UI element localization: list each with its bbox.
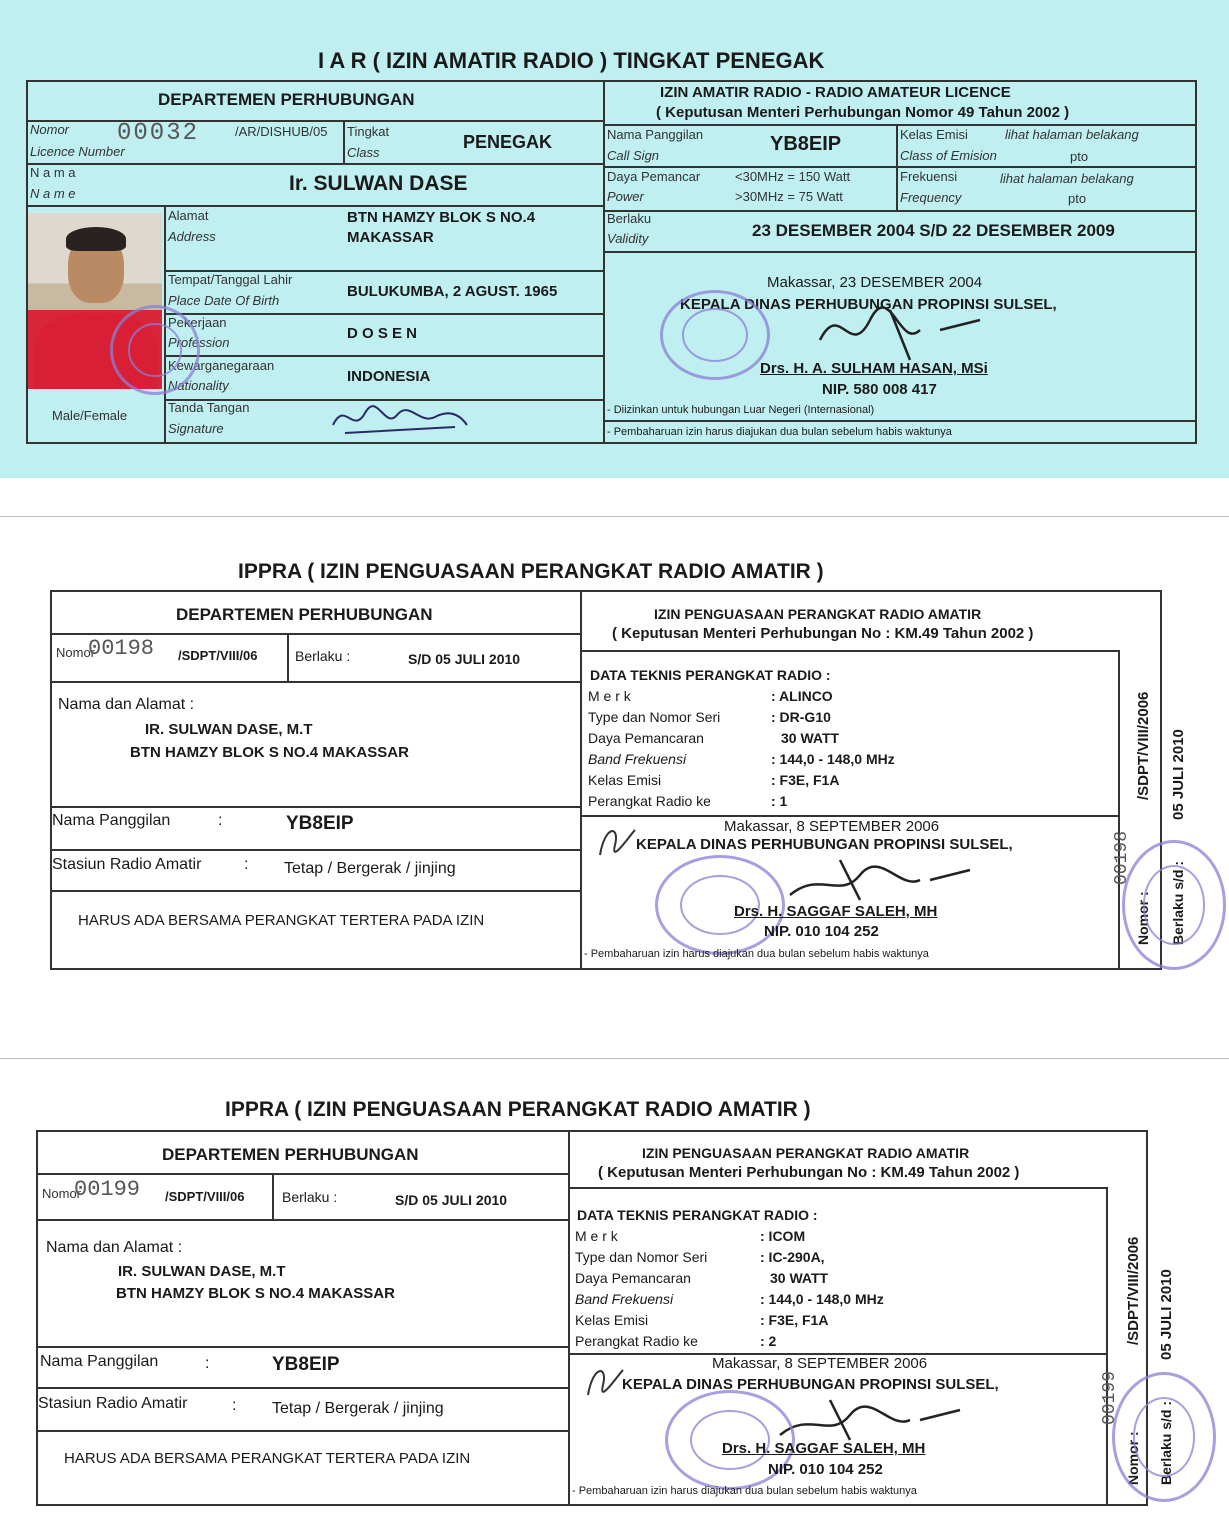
ippra2-nama-alamat-label: Nama dan Alamat : bbox=[46, 1239, 183, 1256]
ippra2-nama-value: IR. SULWAN DASE, M.T bbox=[118, 1263, 286, 1280]
ippra2-stasiun-colon: : bbox=[232, 1397, 237, 1414]
tingkat-label-en: Class bbox=[347, 145, 380, 160]
teknis-value: 30 WATT bbox=[770, 1270, 829, 1286]
alamat-line-1: BTN HAMZY BLOK S NO.4 bbox=[347, 209, 536, 226]
ttl-value: BULUKUMBA, 2 AGUST. 1965 bbox=[347, 283, 558, 300]
ippra1-call-sign-label: Nama Panggilan bbox=[52, 812, 171, 829]
iar-nip: NIP. 580 008 417 bbox=[822, 381, 937, 398]
teknis-label: M e r k bbox=[588, 688, 631, 704]
teknis-value: : ALINCO bbox=[771, 688, 833, 704]
ippra2-nomor-label: Nomor bbox=[42, 1186, 82, 1201]
alamat-line-2: MAKASSAR bbox=[347, 229, 434, 246]
ippra2-side-berlaku: 05 JULI 2010 bbox=[1158, 1269, 1175, 1360]
teknis-value: : 144,0 - 148,0 MHz bbox=[760, 1291, 884, 1307]
ippra1-side-berlaku-label: Berlaku s/d : bbox=[1170, 860, 1186, 945]
ippra2-side-nomor: /SDPT/VIII/2006 bbox=[1125, 1236, 1142, 1345]
ippra1-nomor-value: 00198 bbox=[88, 636, 155, 661]
tingkat-label: Tingkat bbox=[347, 124, 390, 139]
ippra2-right-subtitle: ( Keputusan Menteri Perhubungan No : KM.49 Tahun 2002 ) bbox=[598, 1164, 1020, 1181]
ippra2-side-number: 00199 bbox=[1100, 1370, 1120, 1425]
frekuensi-pto: pto bbox=[1068, 191, 1087, 206]
ippra1-nomor-suffix: /SDPT/VIII/06 bbox=[178, 648, 258, 663]
teknis-label: Daya Pemancaran bbox=[575, 1270, 691, 1286]
iar-stamp-right bbox=[660, 290, 770, 380]
daya-value-2: >30MHz = 75 Watt bbox=[735, 189, 843, 204]
ippra1-official-signature bbox=[780, 850, 980, 910]
call-sign-label-en: Call Sign bbox=[607, 148, 660, 163]
teknis-label: Band Frekuensi bbox=[588, 751, 687, 767]
ippra1-stasiun-label: Stasiun Radio Amatir bbox=[52, 856, 202, 873]
frekuensi-label-en: Frequency bbox=[900, 190, 962, 205]
ippra1-side-number: 00198 bbox=[1112, 830, 1132, 885]
ippra2-side-berlaku-label: Berlaku s/d : bbox=[1158, 1400, 1174, 1485]
berlaku-label-en: Validity bbox=[607, 231, 649, 246]
ippra1-nip: NIP. 010 104 252 bbox=[764, 923, 879, 940]
teknis-label: M e r k bbox=[575, 1228, 618, 1244]
teknis-value: : 2 bbox=[760, 1333, 777, 1349]
nomor-label-en: Licence Number bbox=[30, 144, 125, 159]
ippra2-teknis-labels bbox=[575, 1226, 707, 1352]
ippra2-nip: NIP. 010 104 252 bbox=[768, 1461, 883, 1478]
frekuensi-value: lihat halaman belakang bbox=[1000, 171, 1134, 186]
ippra2-alamat-value: BTN HAMZY BLOK S NO.4 MAKASSAR bbox=[116, 1285, 395, 1302]
pekerjaan-value: D O S E N bbox=[347, 325, 418, 342]
ippra1-berlaku-value: S/D 05 JULI 2010 bbox=[408, 651, 521, 667]
ippra1-official-name: Drs. H. SAGGAF SALEH, MH bbox=[734, 903, 938, 920]
pekerjaan-label: Pekerjaan bbox=[168, 315, 227, 330]
teknis-value: 30 WATT bbox=[781, 730, 840, 746]
kewarganegaraan-label-en: Nationality bbox=[168, 378, 229, 393]
nama-label: N a m a bbox=[30, 165, 76, 180]
alamat-label: Alamat bbox=[168, 208, 209, 223]
male-female-label: Male/Female bbox=[52, 408, 128, 423]
ippra1-call-sign-value: YB8EIP bbox=[286, 813, 354, 834]
berlaku-value: 23 DESEMBER 2004 S/D 22 DESEMBER 2009 bbox=[752, 221, 1115, 240]
ippra1-teknis-labels bbox=[588, 686, 720, 812]
iar-right-subtitle: ( Keputusan Menteri Perhubungan Nomor 49 Tahun 2002 ) bbox=[656, 104, 1070, 121]
ippra2-berlaku-label: Berlaku : bbox=[282, 1189, 338, 1205]
kelas-emisi-label-en: Class of Emision bbox=[900, 148, 997, 163]
ippra2-note: - Pembaharuan izin harus diajukan dua bulan sebelum habis waktunya bbox=[572, 1485, 917, 1497]
ippra1-side-nomor: /SDPT/VIII/2006 bbox=[1135, 691, 1152, 800]
ippra1-right-title: IZIN PENGUASAAN PERANGKAT RADIO AMATIR bbox=[654, 606, 982, 622]
ippra1-nama-value: IR. SULWAN DASE, M.T bbox=[145, 721, 313, 738]
teknis-label: Daya Pemancaran bbox=[588, 730, 704, 746]
nomor-label: Nomor bbox=[30, 122, 70, 137]
ippra1-nomor-label: Nomor bbox=[56, 645, 96, 660]
berlaku-label: Berlaku bbox=[607, 211, 652, 226]
ippra1-stasiun-colon: : bbox=[244, 856, 249, 873]
teknis-value: : F3E, F1A bbox=[760, 1312, 829, 1328]
tanda-tangan-label-en: Signature bbox=[168, 421, 224, 436]
ippra2-department: DEPARTEMEN PERHUBUNGAN bbox=[162, 1145, 419, 1164]
iar-note-2: - Pembaharuan izin harus diajukan dua bulan sebelum habis waktunya bbox=[607, 426, 952, 438]
iar-note-1: - Diizinkan untuk hubungan Luar Negeri (Internasional) bbox=[607, 404, 875, 416]
nama-value: Ir. SULWAN DASE bbox=[289, 172, 468, 195]
iar-official-name: Drs. H. A. SULHAM HASAN, MSi bbox=[760, 360, 988, 377]
ippra2-paraf bbox=[578, 1355, 628, 1405]
ippra2-teknis-values bbox=[760, 1226, 884, 1352]
ippra2-side-nomor-label: Nomor : bbox=[1125, 1431, 1141, 1485]
ippra1-teknis-title: DATA TEKNIS PERANGKAT RADIO : bbox=[590, 667, 831, 683]
teknis-value: : 1 bbox=[771, 793, 788, 809]
pekerjaan-label-en: Profession bbox=[168, 335, 230, 350]
call-sign-value: YB8EIP bbox=[770, 133, 842, 155]
ippra1-call-sign-colon: : bbox=[218, 812, 223, 829]
ippra2-kepala: KEPALA DINAS PERHUBUNGAN PROPINSI SULSEL, bbox=[622, 1376, 999, 1393]
ippra1-department: DEPARTEMEN PERHUBUNGAN bbox=[176, 605, 433, 624]
ippra2-call-sign-label: Nama Panggilan bbox=[40, 1353, 159, 1370]
ippra1-kepala: KEPALA DINAS PERHUBUNGAN PROPINSI SULSEL, bbox=[636, 836, 1013, 853]
tingkat-value: PENEGAK bbox=[463, 132, 553, 152]
teknis-value: : ICOM bbox=[760, 1228, 806, 1244]
iar-stamp-left bbox=[110, 305, 200, 395]
ippra1-stasiun-value: Tetap / Bergerak / jinjing bbox=[284, 860, 456, 877]
ippra2-official-name: Drs. H. SAGGAF SALEH, MH bbox=[722, 1440, 926, 1457]
teknis-label: Band Frekuensi bbox=[575, 1291, 674, 1307]
official-signature bbox=[800, 290, 1000, 370]
call-sign-label: Nama Panggilan bbox=[607, 127, 704, 142]
teknis-value: : 144,0 - 148,0 MHz bbox=[771, 751, 895, 767]
iar-kepala: KEPALA DINAS PERHUBUNGAN PROPINSI SULSEL, bbox=[680, 296, 1057, 313]
ippra2-berlaku-value: S/D 05 JULI 2010 bbox=[395, 1192, 508, 1208]
teknis-label: Perangkat Radio ke bbox=[588, 793, 711, 809]
iar-title: I A R ( IZIN AMATIR RADIO ) TINGKAT PENEGAK bbox=[318, 48, 825, 73]
ippra1-title: IPPRA ( IZIN PENGUASAAN PERANGKAT RADIO AMATIR ) bbox=[238, 560, 824, 583]
alamat-label-en: Address bbox=[168, 229, 216, 244]
teknis-label: Kelas Emisi bbox=[575, 1312, 649, 1328]
ippra1-note: - Pembaharuan izin harus diajukan dua bulan sebelum habis waktunya bbox=[584, 948, 929, 960]
ippra1-place-date: Makassar, 8 SEPTEMBER 2006 bbox=[724, 818, 940, 835]
ippra1-side-nomor-label: Nomor : bbox=[1135, 891, 1151, 945]
ippra2-call-sign-value: YB8EIP bbox=[272, 1354, 340, 1375]
ippra2-side-stamp bbox=[1112, 1372, 1216, 1502]
teknis-label: Perangkat Radio ke bbox=[575, 1333, 698, 1349]
kelas-emisi-value: lihat halaman belakang bbox=[1005, 127, 1139, 142]
ippra1-paraf bbox=[590, 815, 640, 865]
ippra1-nama-alamat-label: Nama dan Alamat : bbox=[58, 696, 195, 713]
ippra1-harus: HARUS ADA BERSAMA PERANGKAT TERTERA PADA IZIN bbox=[78, 912, 485, 929]
daya-value-1: <30MHz = 150 Watt bbox=[735, 169, 851, 184]
ippra2-stasiun-label: Stasiun Radio Amatir bbox=[38, 1395, 188, 1412]
ttl-label: Tempat/Tanggal Lahir bbox=[168, 272, 293, 287]
ippra1-right-subtitle: ( Keputusan Menteri Perhubungan No : KM.49 Tahun 2002 ) bbox=[612, 625, 1034, 642]
ippra2-teknis-title: DATA TEKNIS PERANGKAT RADIO : bbox=[577, 1207, 818, 1223]
teknis-value: : IC-290A, bbox=[760, 1249, 825, 1265]
teknis-value: : F3E, F1A bbox=[771, 772, 840, 788]
holder-signature bbox=[325, 395, 475, 441]
iar-place-date: Makassar, 23 DESEMBER 2004 bbox=[767, 274, 983, 291]
teknis-value: : DR-G10 bbox=[771, 709, 831, 725]
kelas-emisi-label: Kelas Emisi bbox=[900, 127, 968, 142]
tanda-tangan-label: Tanda Tangan bbox=[168, 400, 250, 415]
teknis-label: Type dan Nomor Seri bbox=[588, 709, 721, 725]
ippra1-teknis-values bbox=[771, 686, 895, 812]
licence-number: 00032 bbox=[117, 120, 200, 147]
nomor-suffix: /AR/DISHUB/05 bbox=[235, 124, 328, 139]
ippra2-nomor-suffix: /SDPT/VIII/06 bbox=[165, 1189, 245, 1204]
ippra2-call-sign-colon: : bbox=[205, 1355, 210, 1372]
teknis-label: Type dan Nomor Seri bbox=[575, 1249, 708, 1265]
ippra2-stasiun-value: Tetap / Bergerak / jinjing bbox=[272, 1400, 444, 1417]
ippra1-side-stamp bbox=[1122, 840, 1226, 970]
ippra2-nomor-value: 00199 bbox=[74, 1177, 141, 1202]
ippra1-side-berlaku: 05 JULI 2010 bbox=[1170, 729, 1187, 820]
ippra2-right-title: IZIN PENGUASAAN PERANGKAT RADIO AMATIR bbox=[642, 1145, 970, 1161]
ippra2-title: IPPRA ( IZIN PENGUASAAN PERANGKAT RADIO AMATIR ) bbox=[225, 1098, 811, 1121]
daya-label-en: Power bbox=[607, 189, 644, 204]
ippra2-harus: HARUS ADA BERSAMA PERANGKAT TERTERA PADA IZIN bbox=[64, 1450, 471, 1467]
iar-right-title: IZIN AMATIR RADIO - RADIO AMATEUR LICENCE bbox=[660, 84, 1011, 101]
ippra1-berlaku-label: Berlaku : bbox=[295, 648, 351, 664]
nama-label-en: N a m e bbox=[30, 186, 76, 201]
kelas-emisi-pto: pto bbox=[1070, 149, 1089, 164]
ippra2-place-date: Makassar, 8 SEPTEMBER 2006 bbox=[712, 1355, 928, 1372]
daya-label: Daya Pemancar bbox=[607, 169, 701, 184]
frekuensi-label: Frekuensi bbox=[900, 169, 958, 184]
teknis-label: Kelas Emisi bbox=[588, 772, 662, 788]
kewarganegaraan-label: Kewarganegaraan bbox=[168, 358, 275, 373]
kewarganegaraan-value: INDONESIA bbox=[347, 368, 431, 385]
ttl-label-en: Place Date Of Birth bbox=[168, 293, 280, 308]
ippra1-alamat-value: BTN HAMZY BLOK S NO.4 MAKASSAR bbox=[130, 744, 409, 761]
iar-department: DEPARTEMEN PERHUBUNGAN bbox=[158, 90, 415, 109]
